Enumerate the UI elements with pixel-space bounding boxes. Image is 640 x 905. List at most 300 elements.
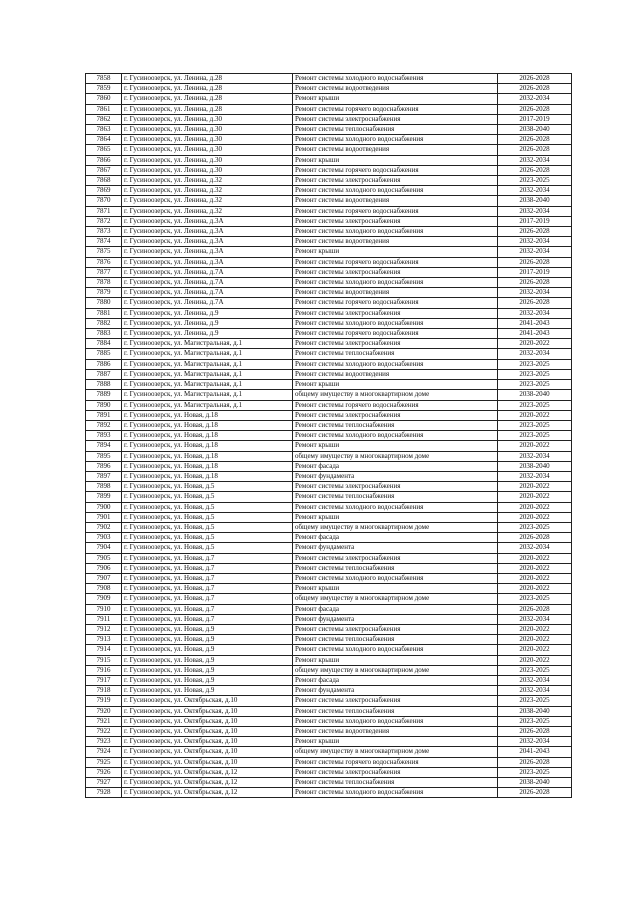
work-type-cell: Ремонт крыши [293,512,498,522]
table-row [86,737,572,747]
row-number: 7869 [86,186,122,196]
period-cell: 2023-2025 [498,522,572,532]
work-type-cell: Ремонт системы электроснабжения [293,482,498,492]
period-cell: 2038-2040 [498,778,572,788]
period-cell: 2026-2028 [498,135,572,145]
address-cell: г. Гусиноозерск, ул. Ленина, д.7А [122,278,293,288]
address-cell: г. Гусиноозерск, ул. Новая, д.5 [122,512,293,522]
address-cell: г. Гусиноозерск, ул. Октябрьская, д.10 [122,696,293,706]
table-row [86,329,572,339]
row-number: 7902 [86,522,122,532]
table-row [86,186,572,196]
row-number: 7916 [86,665,122,675]
table-row [86,318,572,328]
table-body [86,74,572,798]
work-type-cell: Ремонт системы водоотведения [293,84,498,94]
work-type-cell: Ремонт крыши [293,380,498,390]
work-type-cell: Ремонт фундамента [293,614,498,624]
address-cell: г. Гусиноозерск, ул. Магистральная, д.1 [122,349,293,359]
row-number: 7908 [86,584,122,594]
row-number: 7913 [86,635,122,645]
period-cell: 2023-2025 [498,359,572,369]
row-number: 7870 [86,196,122,206]
period-cell: 2023-2025 [498,420,572,430]
address-cell: г. Гусиноозерск, ул. Октябрьская, д.10 [122,706,293,716]
table-row [86,675,572,685]
table-row [86,696,572,706]
work-type-cell: Ремонт системы водоотведения [293,288,498,298]
table-row [86,288,572,298]
period-cell: 2020-2022 [498,553,572,563]
address-cell: г. Гусиноозерск, ул. Ленина, д.32 [122,196,293,206]
work-type-cell: Ремонт системы холодного водоснабжения [293,788,498,798]
period-cell: 2026-2028 [498,257,572,267]
work-type-cell: Ремонт системы горячего водоснабжения [293,298,498,308]
row-number: 7897 [86,471,122,481]
address-cell: г. Гусиноозерск, ул. Ленина, д.28 [122,74,293,84]
table-row [86,778,572,788]
work-type-cell: Ремонт фундамента [293,471,498,481]
work-type-cell: Ремонт фасада [293,675,498,685]
address-cell: г. Гусиноозерск, ул. Новая, д.5 [122,492,293,502]
table-row [86,757,572,767]
work-type-cell: общему имуществу в многоквартирном доме [293,594,498,604]
address-cell: г. Гусиноозерск, ул. Октябрьская, д.10 [122,757,293,767]
address-cell: г. Гусиноозерск, ул. Новая, д.7 [122,614,293,624]
work-type-cell: Ремонт фундамента [293,543,498,553]
period-cell: 2038-2040 [498,706,572,716]
work-type-cell: Ремонт системы горячего водоснабжения [293,400,498,410]
table-row [86,604,572,614]
address-cell: г. Гусиноозерск, ул. Октябрьская, д.10 [122,727,293,737]
address-cell: г. Гусиноозерск, ул. Магистральная, д.1 [122,400,293,410]
table-row [86,410,572,420]
work-type-cell: Ремонт системы холодного водоснабжения [293,359,498,369]
row-number: 7891 [86,410,122,420]
address-cell: г. Гусиноозерск, ул. Ленина, д.7А [122,298,293,308]
address-cell: г. Гусиноозерск, ул. Новая, д.9 [122,655,293,665]
row-number: 7890 [86,400,122,410]
work-type-cell: Ремонт системы теплоснабжения [293,706,498,716]
period-cell: 2032-2034 [498,308,572,318]
row-number: 7877 [86,267,122,277]
row-number: 7920 [86,706,122,716]
row-number: 7885 [86,349,122,359]
period-cell: 2032-2034 [498,451,572,461]
address-cell: г. Гусиноозерск, ул. Ленина, д.7А [122,267,293,277]
address-cell: г. Гусиноозерск, ул. Ленина, д.9 [122,329,293,339]
period-cell: 2020-2022 [498,441,572,451]
address-cell: г. Гусиноозерск, ул. Новая, д.18 [122,471,293,481]
period-cell: 2041-2043 [498,318,572,328]
address-cell: г. Гусиноозерск, ул. Магистральная, д.1 [122,390,293,400]
address-cell: г. Гусиноозерск, ул. Новая, д.9 [122,675,293,685]
work-type-cell: Ремонт системы холодного водоснабжения [293,318,498,328]
period-cell: 2026-2028 [498,788,572,798]
work-type-cell: Ремонт системы водоотведения [293,145,498,155]
work-type-cell: общему имуществу в многоквартирном доме [293,390,498,400]
row-number: 7881 [86,308,122,318]
period-cell: 2026-2028 [498,298,572,308]
period-cell: 2026-2028 [498,227,572,237]
row-number: 7909 [86,594,122,604]
row-number: 7886 [86,359,122,369]
row-number: 7861 [86,104,122,114]
period-cell: 2032-2034 [498,206,572,216]
period-cell: 2023-2025 [498,431,572,441]
period-cell: 2026-2028 [498,84,572,94]
table-row [86,788,572,798]
address-cell: г. Гусиноозерск, ул. Магистральная, д.1 [122,380,293,390]
period-cell: 2032-2034 [498,349,572,359]
period-cell: 2026-2028 [498,533,572,543]
work-type-cell: Ремонт системы горячего водоснабжения [293,165,498,175]
work-type-cell: Ремонт системы теплоснабжения [293,778,498,788]
work-type-cell: Ремонт фасада [293,533,498,543]
table-row [86,716,572,726]
row-number: 7868 [86,176,122,186]
address-cell: г. Гусиноозерск, ул. Новая, д.18 [122,410,293,420]
row-number: 7858 [86,74,122,84]
row-number: 7914 [86,645,122,655]
address-cell: г. Гусиноозерск, ул. Магистральная, д.1 [122,369,293,379]
row-number: 7899 [86,492,122,502]
work-type-cell: Ремонт системы горячего водоснабжения [293,329,498,339]
row-number: 7875 [86,247,122,257]
period-cell: 2023-2025 [498,176,572,186]
period-cell: 2023-2025 [498,380,572,390]
row-number: 7900 [86,502,122,512]
period-cell: 2032-2034 [498,288,572,298]
address-cell: г. Гусиноозерск, ул. Ленина, д.7А [122,288,293,298]
work-type-cell: Ремонт системы электроснабжения [293,176,498,186]
address-cell: г. Гусиноозерск, ул. Новая, д.18 [122,461,293,471]
table-row [86,624,572,634]
row-number: 7873 [86,227,122,237]
address-cell: г. Гусиноозерск, ул. Ленина, д.32 [122,176,293,186]
row-number: 7884 [86,339,122,349]
period-cell: 2020-2022 [498,410,572,420]
work-type-cell: Ремонт системы водоотведения [293,237,498,247]
row-number: 7898 [86,482,122,492]
address-cell: г. Гусиноозерск, ул. Октябрьская, д.12 [122,767,293,777]
table-row [86,359,572,369]
address-cell: г. Гусиноозерск, ул. Новая, д.9 [122,665,293,675]
work-type-cell: Ремонт системы электроснабжения [293,624,498,634]
row-number: 7926 [86,767,122,777]
row-number: 7882 [86,318,122,328]
address-cell: г. Гусиноозерск, ул. Новая, д.5 [122,522,293,532]
table-row [86,471,572,481]
address-cell: г. Гусиноозерск, ул. Новая, д.7 [122,563,293,573]
work-type-cell: Ремонт системы холодного водоснабжения [293,573,498,583]
table-row [86,84,572,94]
table-row [86,482,572,492]
table-row [86,247,572,257]
table-row [86,206,572,216]
row-number: 7863 [86,125,122,135]
table-row [86,196,572,206]
period-cell: 2041-2043 [498,329,572,339]
work-type-cell: Ремонт системы холодного водоснабжения [293,645,498,655]
row-number: 7879 [86,288,122,298]
address-cell: г. Гусиноозерск, ул. Новая, д.9 [122,624,293,634]
period-cell: 2023-2025 [498,716,572,726]
address-cell: г. Гусиноозерск, ул. Новая, д.7 [122,553,293,563]
address-cell: г. Гусиноозерск, ул. Ленина, д.3А [122,247,293,257]
address-cell: г. Гусиноозерск, ул. Новая, д.7 [122,604,293,614]
address-cell: г. Гусиноозерск, ул. Новая, д.9 [122,645,293,655]
table-row [86,706,572,716]
period-cell: 2020-2022 [498,573,572,583]
address-cell: г. Гусиноозерск, ул. Новая, д.7 [122,584,293,594]
table-row [86,257,572,267]
period-cell: 2038-2040 [498,196,572,206]
table-row [86,420,572,430]
period-cell: 2032-2034 [498,471,572,481]
period-cell: 2032-2034 [498,247,572,257]
work-type-cell: Ремонт системы горячего водоснабжения [293,104,498,114]
row-number: 7895 [86,451,122,461]
work-type-cell: Ремонт системы теплоснабжения [293,635,498,645]
work-type-cell: общему имуществу в многоквартирном доме [293,665,498,675]
period-cell: 2032-2034 [498,186,572,196]
work-type-cell: Ремонт системы холодного водоснабжения [293,135,498,145]
work-type-cell: Ремонт крыши [293,94,498,104]
table-row [86,594,572,604]
work-type-cell: Ремонт системы холодного водоснабжения [293,278,498,288]
table-row [86,645,572,655]
period-cell: 2026-2028 [498,104,572,114]
address-cell: г. Гусиноозерск, ул. Новая, д.5 [122,502,293,512]
address-cell: г. Гусиноозерск, ул. Октябрьская, д.10 [122,716,293,726]
work-type-cell: Ремонт системы электроснабжения [293,267,498,277]
period-cell: 2032-2034 [498,614,572,624]
table-row [86,563,572,573]
table-row [86,380,572,390]
period-cell: 2017-2019 [498,114,572,124]
work-type-cell: общему имуществу в многоквартирном доме [293,522,498,532]
work-type-cell: Ремонт системы холодного водоснабжения [293,186,498,196]
period-cell: 2032-2034 [498,675,572,685]
table-row [86,227,572,237]
address-cell: г. Гусиноозерск, ул. Октябрьская, д.12 [122,788,293,798]
work-type-cell: Ремонт системы электроснабжения [293,114,498,124]
work-type-cell: Ремонт системы электроснабжения [293,696,498,706]
period-cell: 2023-2025 [498,665,572,675]
row-number: 7907 [86,573,122,583]
work-type-cell: Ремонт системы водоотведения [293,196,498,206]
address-cell: г. Гусиноозерск, ул. Ленина, д.30 [122,145,293,155]
table-row [86,665,572,675]
address-cell: г. Гусиноозерск, ул. Ленина, д.3А [122,257,293,267]
period-cell: 2020-2022 [498,584,572,594]
row-number: 7927 [86,778,122,788]
table-row [86,502,572,512]
address-cell: г. Гусиноозерск, ул. Ленина, д.30 [122,125,293,135]
work-type-cell: Ремонт системы электроснабжения [293,339,498,349]
table-row [86,553,572,563]
address-cell: г. Гусиноозерск, ул. Новая, д.5 [122,533,293,543]
period-cell: 2023-2025 [498,594,572,604]
address-cell: г. Гусиноозерск, ул. Ленина, д.30 [122,114,293,124]
address-cell: г. Гусиноозерск, ул. Ленина, д.3А [122,237,293,247]
table-row [86,441,572,451]
period-cell: 2020-2022 [498,624,572,634]
table-row [86,339,572,349]
address-cell: г. Гусиноозерск, ул. Ленина, д.28 [122,104,293,114]
table-row [86,543,572,553]
period-cell: 2023-2025 [498,400,572,410]
row-number: 7888 [86,380,122,390]
address-cell: г. Гусиноозерск, ул. Ленина, д.30 [122,155,293,165]
address-cell: г. Гусиноозерск, ул. Новая, д.7 [122,573,293,583]
period-cell: 2041-2043 [498,747,572,757]
work-type-cell: Ремонт системы электроснабжения [293,553,498,563]
work-type-cell: Ремонт системы теплоснабжения [293,125,498,135]
table-row [86,390,572,400]
table-row [86,278,572,288]
period-cell: 2038-2040 [498,390,572,400]
row-number: 7903 [86,533,122,543]
address-cell: г. Гусиноозерск, ул. Ленина, д.28 [122,94,293,104]
period-cell: 2026-2028 [498,165,572,175]
period-cell: 2020-2022 [498,563,572,573]
address-cell: г. Гусиноозерск, ул. Магистральная, д.1 [122,359,293,369]
row-number: 7874 [86,237,122,247]
period-cell: 2020-2022 [498,512,572,522]
address-cell: г. Гусиноозерск, ул. Новая, д.7 [122,594,293,604]
work-type-cell: общему имуществу в многоквартирном доме [293,451,498,461]
period-cell: 2020-2022 [498,655,572,665]
period-cell: 2023-2025 [498,767,572,777]
table-row [86,267,572,277]
work-type-cell: Ремонт фасада [293,604,498,614]
table-row [86,431,572,441]
table-row [86,349,572,359]
row-number: 7862 [86,114,122,124]
table-row [86,492,572,502]
row-number: 7906 [86,563,122,573]
row-number: 7921 [86,716,122,726]
work-type-cell: Ремонт системы холодного водоснабжения [293,431,498,441]
table-row [86,216,572,226]
table-row [86,451,572,461]
period-cell: 2017-2019 [498,216,572,226]
period-cell: 2020-2022 [498,482,572,492]
row-number: 7864 [86,135,122,145]
row-number: 7872 [86,216,122,226]
work-type-cell: Ремонт системы холодного водоснабжения [293,716,498,726]
table-row [86,635,572,645]
work-type-cell: Ремонт системы горячего водоснабжения [293,257,498,267]
row-number: 7924 [86,747,122,757]
row-number: 7896 [86,461,122,471]
period-cell: 2026-2028 [498,74,572,84]
table-row [86,125,572,135]
work-type-cell: Ремонт системы электроснабжения [293,767,498,777]
work-type-cell: Ремонт системы горячего водоснабжения [293,206,498,216]
work-type-cell: Ремонт крыши [293,584,498,594]
table-row [86,614,572,624]
work-type-cell: Ремонт системы водоотведения [293,369,498,379]
address-cell: г. Гусиноозерск, ул. Новая, д.18 [122,420,293,430]
work-type-cell: Ремонт системы теплоснабжения [293,492,498,502]
repair-schedule-table [85,73,572,798]
table-row [86,767,572,777]
address-cell: г. Гусиноозерск, ул. Новая, д.9 [122,686,293,696]
period-cell: 2026-2028 [498,727,572,737]
period-cell: 2038-2040 [498,461,572,471]
address-cell: г. Гусиноозерск, ул. Октябрьская, д.10 [122,747,293,757]
period-cell: 2032-2034 [498,94,572,104]
work-type-cell: Ремонт системы теплоснабжения [293,563,498,573]
row-number: 7901 [86,512,122,522]
work-type-cell: Ремонт крыши [293,247,498,257]
table-row [86,747,572,757]
table-row [86,512,572,522]
table-row [86,461,572,471]
work-type-cell: Ремонт системы водоотведения [293,727,498,737]
table-row [86,522,572,532]
table-row [86,584,572,594]
row-number: 7904 [86,543,122,553]
row-number: 7887 [86,369,122,379]
period-cell: 2020-2022 [498,635,572,645]
period-cell: 2023-2025 [498,696,572,706]
address-cell: г. Гусиноозерск, ул. Магистральная, д.1 [122,339,293,349]
row-number: 7911 [86,614,122,624]
work-type-cell: Ремонт системы электроснабжения [293,216,498,226]
address-cell: г. Гусиноозерск, ул. Новая, д.18 [122,441,293,451]
table-row [86,135,572,145]
work-type-cell: Ремонт системы горячего водоснабжения [293,757,498,767]
row-number: 7866 [86,155,122,165]
period-cell: 2038-2040 [498,125,572,135]
work-type-cell: Ремонт системы холодного водоснабжения [293,502,498,512]
row-number: 7859 [86,84,122,94]
address-cell: г. Гусиноозерск, ул. Ленина, д.9 [122,318,293,328]
row-number: 7867 [86,165,122,175]
work-type-cell: Ремонт системы теплоснабжения [293,349,498,359]
work-type-cell: Ремонт системы электроснабжения [293,410,498,420]
table-row [86,727,572,737]
period-cell: 2032-2034 [498,543,572,553]
row-number: 7917 [86,675,122,685]
period-cell: 2023-2025 [498,369,572,379]
work-type-cell: Ремонт крыши [293,155,498,165]
work-type-cell: Ремонт системы холодного водоснабжения [293,74,498,84]
table-row [86,145,572,155]
table-row [86,573,572,583]
period-cell: 2032-2034 [498,737,572,747]
work-type-cell: Ремонт системы холодного водоснабжения [293,227,498,237]
period-cell: 2032-2034 [498,155,572,165]
address-cell: г. Гусиноозерск, ул. Ленина, д.30 [122,165,293,175]
row-number: 7876 [86,257,122,267]
table-row [86,176,572,186]
work-type-cell: общему имуществу в многоквартирном доме [293,747,498,757]
row-number: 7894 [86,441,122,451]
address-cell: г. Гусиноозерск, ул. Ленина, д.32 [122,186,293,196]
period-cell: 2026-2028 [498,145,572,155]
row-number: 7919 [86,696,122,706]
row-number: 7918 [86,686,122,696]
address-cell: г. Гусиноозерск, ул. Новая, д.5 [122,482,293,492]
row-number: 7922 [86,727,122,737]
table-row [86,400,572,410]
row-number: 7883 [86,329,122,339]
